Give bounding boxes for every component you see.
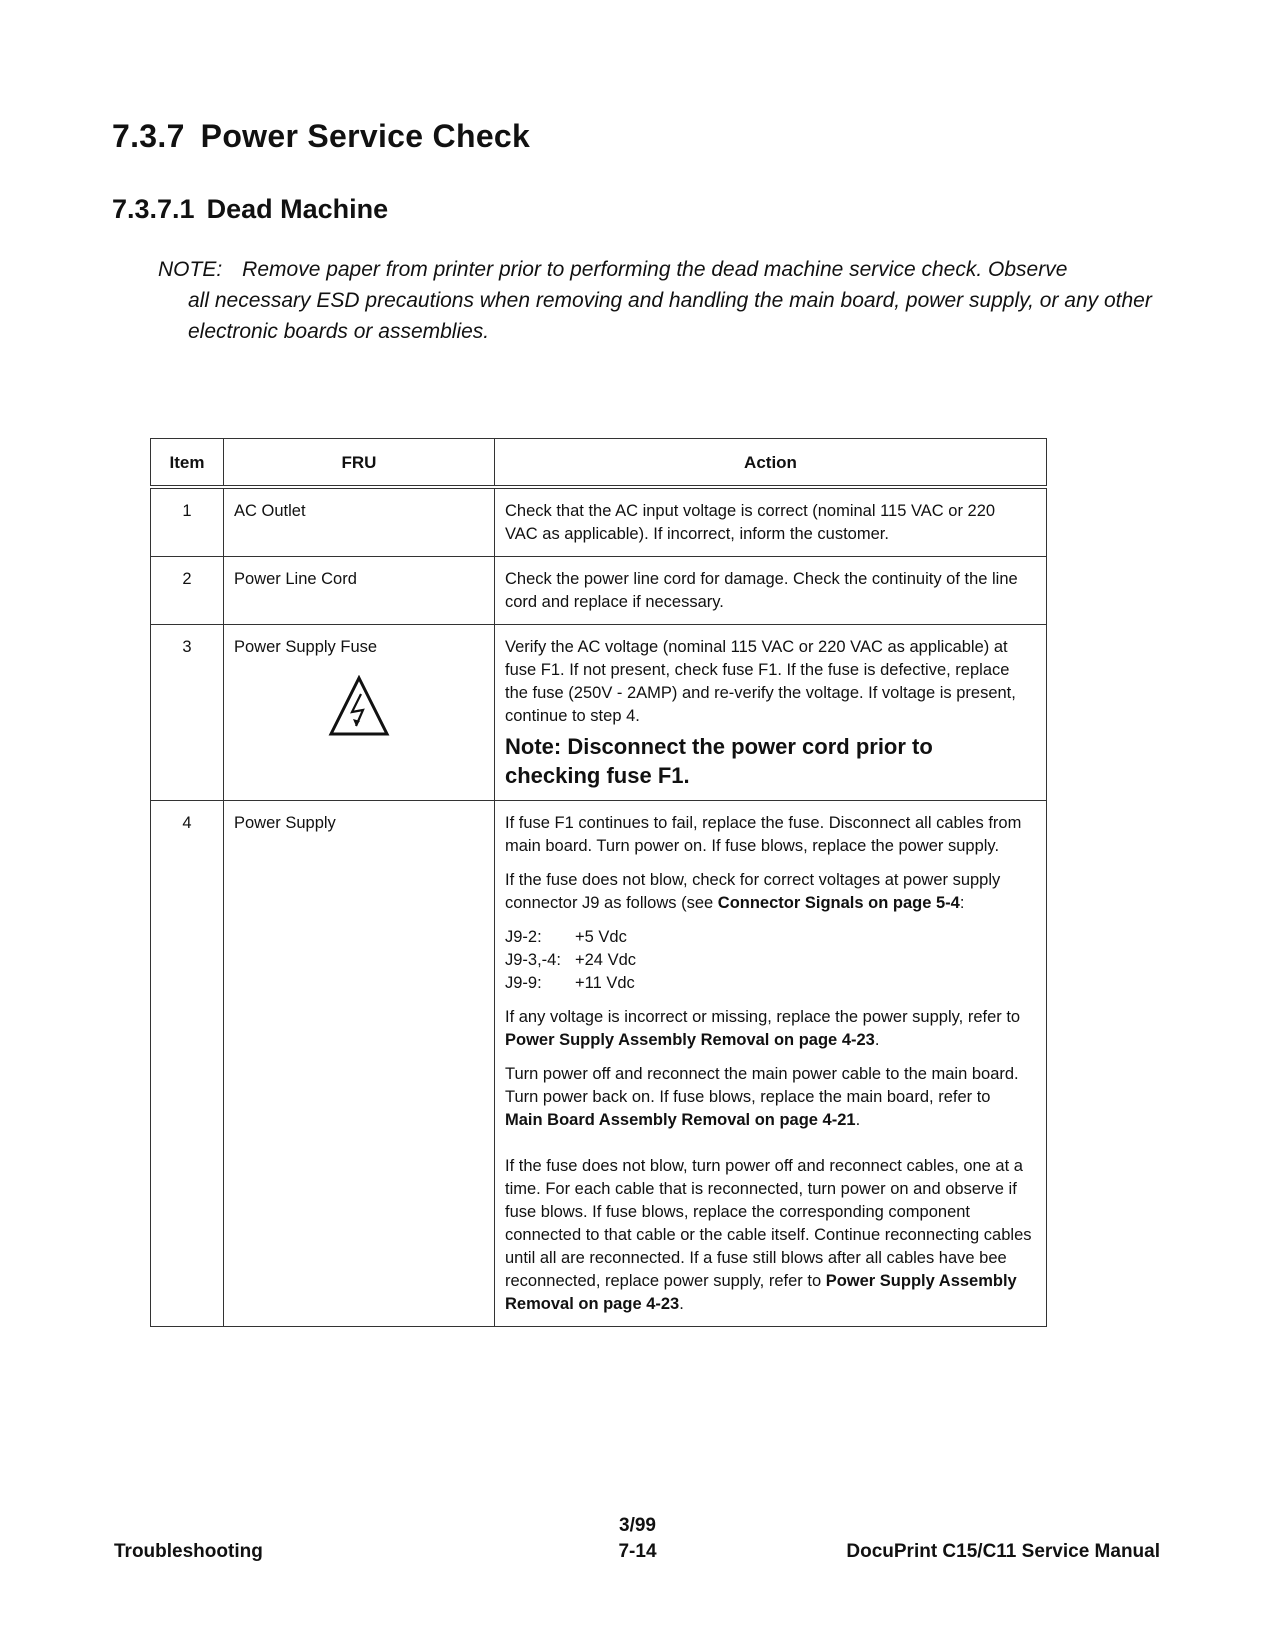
- action-text: Check that the AC input voltage is correct (nominal 115 VAC or 220 VAC as applicable). If incorrect, inform the customer.: [495, 487, 1047, 557]
- voltage-value: +11 Vdc: [575, 974, 635, 992]
- connector-signals-ref: Connector Signals on page 5-4: [717, 894, 960, 912]
- footer-page-number: 7-14: [618, 1541, 657, 1562]
- pin-label: J9-9:: [505, 974, 542, 992]
- voltage-list: [505, 926, 1032, 995]
- table-row: [151, 801, 1047, 1327]
- voltage-row: [505, 926, 1032, 949]
- subsection-number: 7.3.7.1: [112, 194, 195, 224]
- p4-text: Turn power off and reconnect the main power cable to the main board. Turn power back on. If fuse blows, replace the main board, refer to: [505, 1065, 1019, 1106]
- table-header-row: [151, 439, 1047, 488]
- voltage-row: [505, 949, 1032, 972]
- p5-text: If the fuse does not blow, turn power off and reconnect cables, one at a time. For each cable that is reconnected, turn power on and observe if fuse blows. If fuse blows, replace the corresponding component connected to that cable or the cable itself. Continue reconnecting cables until all are reconnected. If a fuse still blows after all cables have bee reconnected, replace power supply, refer to: [505, 1157, 1032, 1290]
- p4-end: .: [855, 1111, 861, 1129]
- note-prefix: NOTE:: [158, 258, 223, 281]
- fru-name: AC Outlet: [224, 487, 495, 557]
- action-cell: [495, 801, 1047, 1327]
- pin-label: J9-3,-4:: [505, 951, 561, 969]
- voltage-value: +24 Vdc: [575, 951, 637, 969]
- table-row: [151, 625, 1047, 801]
- item-number: 4: [151, 801, 224, 1327]
- section-number: 7.3.7: [112, 118, 185, 154]
- p3-end: .: [874, 1031, 880, 1049]
- section-heading: [112, 118, 530, 155]
- p2-text: If the fuse does not blow, check for correct voltages at power supply connector J9 as follows (see: [505, 871, 1001, 912]
- action-text: Verify the AC voltage (nominal 115 VAC or 220 VAC as applicable) at fuse F1. If not present, check fuse F1. If the fuse is defective, replace the fuse (250V - 2AMP) and re-verify the voltage. If voltage is present, continue to step 4.: [505, 638, 1016, 725]
- fru-action-table: [150, 438, 1047, 1327]
- voltage-value: +5 Vdc: [575, 928, 627, 946]
- p5-end: .: [679, 1295, 684, 1313]
- note-line-1: Remove paper from printer prior to performing the dead machine service check. Observe: [242, 258, 1068, 281]
- spacer: [505, 1143, 1032, 1155]
- p2-end: :: [959, 894, 965, 912]
- item-number: 3: [151, 625, 224, 801]
- section-title: Power Service Check: [200, 118, 531, 154]
- note-rest: all necessary ESD precautions when removing and handling the main board, power supply, or any other electronic boards or assemblies.: [188, 289, 1152, 343]
- action-paragraph-4: [505, 1063, 1032, 1132]
- footer-chapter: Troubleshooting: [114, 1541, 263, 1562]
- p3-text: If any voltage is incorrect or missing, replace the power supply, refer to: [505, 1008, 1021, 1026]
- power-supply-removal-ref: Power Supply Assembly Removal on page 4-23: [505, 1031, 875, 1049]
- item-number: 2: [151, 557, 224, 625]
- electrical-hazard-icon: [328, 675, 390, 737]
- power-supply-removal-ref-2: Power Supply Assembly Removal on page 4-23: [505, 1272, 1017, 1313]
- fru-name: Power Line Cord: [224, 557, 495, 625]
- pin-label: J9-2:: [505, 928, 542, 946]
- voltage-row: [505, 972, 1032, 995]
- fru-name: Power Supply Fuse: [234, 638, 378, 656]
- action-paragraph-3: [505, 1006, 1032, 1052]
- subsection-heading: [112, 194, 388, 225]
- action-paragraph-2: [505, 869, 1032, 915]
- header-fru: FRU: [224, 439, 495, 488]
- action-paragraph-5: [505, 1155, 1032, 1316]
- footer-date: 3/99: [619, 1515, 656, 1536]
- table-row: [151, 487, 1047, 557]
- fru-cell-with-icon: [224, 625, 495, 801]
- header-action: Action: [495, 439, 1047, 488]
- fru-name: Power Supply: [224, 801, 495, 1327]
- footer-manual-title: DocuPrint C15/C11 Service Manual: [846, 1541, 1160, 1562]
- table-row: [151, 557, 1047, 625]
- action-paragraph-1: If fuse F1 continues to fail, replace the fuse. Disconnect all cables from main board. Turn power on. If fuse blows, replace the power supply.: [505, 814, 1022, 855]
- disconnect-note: Note: Disconnect the power cord prior to checking fuse F1.: [505, 734, 933, 788]
- action-cell: [495, 625, 1047, 801]
- subsection-title: Dead Machine: [206, 194, 389, 224]
- esd-note: [158, 254, 1158, 347]
- main-board-removal-ref: Main Board Assembly Removal on page 4-21: [505, 1111, 856, 1129]
- item-number: 1: [151, 487, 224, 557]
- action-text: Check the power line cord for damage. Check the continuity of the line cord and replace if necessary.: [495, 557, 1047, 625]
- header-item: Item: [151, 439, 224, 488]
